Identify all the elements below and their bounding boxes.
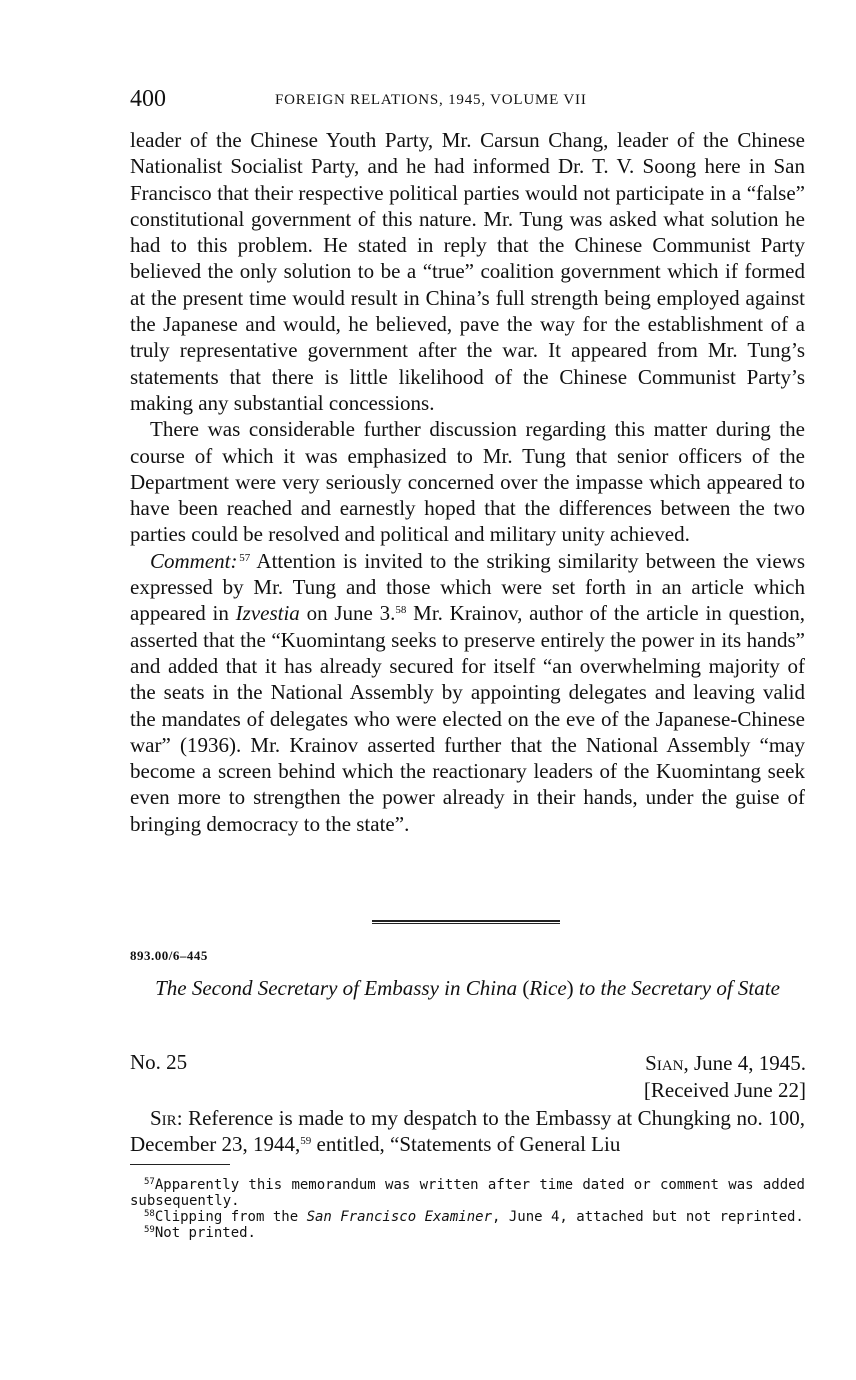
received-date: [Received June 22] (643, 1078, 806, 1102)
title-name: Rice (529, 976, 567, 1000)
title-part-b: to the Secretary of State (573, 976, 780, 1000)
footnote-rule (130, 1164, 230, 1165)
paragraph-1: leader of the Chinese Youth Party, Mr. Carsun Chang, leader of the Chinese Nationalist Socialist Party, and he had informed Dr. T. V. Soong here in San Francisco that their respective political parties would not participate in a “false” constitutional government of this nature. Mr. Tung was asked what solution he had to this problem. He stated in reply that the Chinese Communist Party believed the only solution to be a “true” coalition government which if formed at the present time would result in China’s full strength being employed against the Japanese and would, he believed, pave the way for the establishment of a truly representative government after the war. It appeared from Mr. Tung’s statements that there is little likelihood of the Chinese Communist Party’s making any substantial concessions. (130, 128, 805, 415)
despatch-paragraph (130, 1105, 805, 1158)
title-paren-close: ) (566, 976, 574, 1000)
paragraph-3 (130, 548, 805, 837)
title-paren-open: ( (522, 976, 530, 1000)
footnote-58 (130, 1209, 805, 1225)
newspaper-title: San Francisco Examiner (306, 1209, 492, 1225)
section-divider (372, 920, 560, 924)
footnote-ref-59[interactable]: 59 (300, 1135, 312, 1148)
footnote-text-57: Apparently this memorandum was written after time dated or comment was added subsequently. (130, 1177, 805, 1209)
main-text (130, 127, 805, 837)
file-number: 893.00/6–445 (130, 948, 208, 963)
page-number: 400 (130, 86, 166, 112)
despatch-text-b: entitled, “Statements of General Liu (311, 1132, 621, 1157)
place-date (644, 1050, 806, 1077)
place: Sian (645, 1051, 684, 1075)
footnote-ref-58[interactable]: 58 (395, 604, 407, 617)
salutation: Sir (150, 1106, 177, 1130)
salutation-colon: : (176, 1106, 183, 1130)
page-header (130, 86, 820, 114)
footnote-ref-57[interactable]: 57 (239, 551, 251, 564)
footnote-text-59: Not printed. (154, 1225, 256, 1241)
comment-label: Comment: (150, 548, 238, 573)
footnote-number-59: 59 (144, 1225, 155, 1235)
footnote-57 (130, 1177, 805, 1209)
footnote-number-58: 58 (144, 1209, 155, 1219)
footnote-59 (130, 1225, 805, 1241)
paragraph-2: There was considerable further discussion regarding this matter during the course of which it was emphasized to Mr. Tung that senior officers of the Department were very seriously concerned over the impasse which appeared to have been reached and earnestly hoped that the differences between the two parties could be resolved and political and military unity achieved. (130, 417, 805, 547)
paragraph-3-text-b: on June 3. (299, 601, 396, 626)
footnote-text-58a: Clipping from the (154, 1209, 307, 1225)
document-title (130, 975, 805, 1001)
despatch-text-a: Reference is made to my despatch to the Embassy at Chungking no. 100, December 23, 1944, (130, 1106, 805, 1157)
footnote-text-58b: , June 4, attached but not reprinted. (492, 1209, 804, 1225)
title-part-a: The Second Secretary of Embassy in China (155, 976, 523, 1000)
dateline (644, 1050, 806, 1104)
despatch-number: No. 25 (130, 1050, 188, 1074)
date: , June 4, 1945. (683, 1051, 806, 1075)
paragraph-3-text-a: Attention is invited to the striking similarity between the views expressed by Mr. Tung and those which were set forth in an article which appeared in (130, 548, 805, 626)
footnote-number-57: 57 (144, 1177, 155, 1187)
izvestia-title: Izvestia (235, 601, 300, 626)
paragraph-3-text-c: Mr. Krainov, author of the article in question, asserted that the “Kuomintang seeks to preserve entirely the power in its hands” and added that it has already secured for itself “an overwhelming majority of the seats in the National Assembly by appointing delegates and leaving valid the mandates of delegates who were elected on the eve of the Japanese-Chinese war” (1936). Mr. Krainov asserted further that the National Assembly “may become a screen behind which the reactionary leaders of the Kuomintang seek even more to strengthen the power already in their hands, under the guise of bringing democracy to the state”. (130, 601, 805, 836)
running-title: FOREIGN RELATIONS, 1945, VOLUME VII (275, 92, 587, 108)
footnotes (130, 1177, 805, 1241)
